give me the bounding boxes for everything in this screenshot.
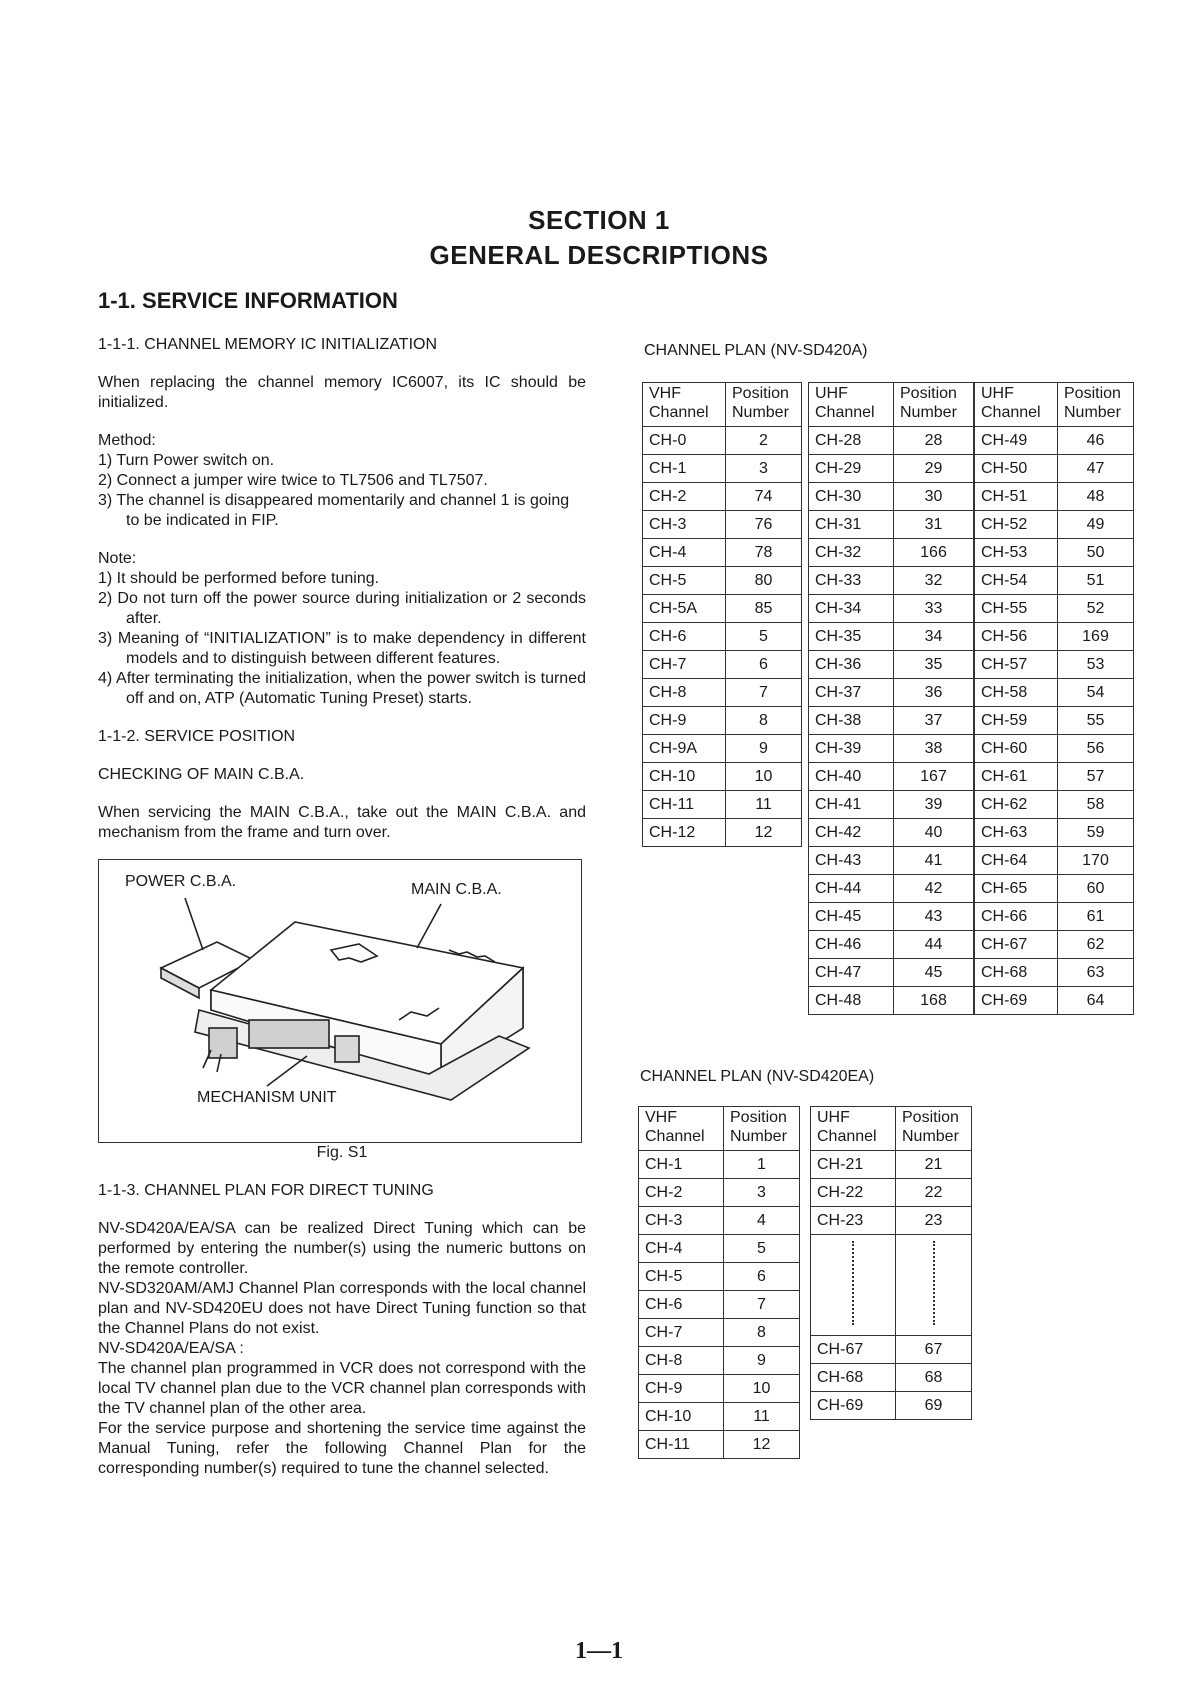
table-row	[975, 735, 1134, 763]
table-row	[809, 791, 974, 819]
plan-a-caption: CHANNEL PLAN (NV-SD420A)	[644, 342, 868, 359]
table-row	[639, 1151, 800, 1179]
position-number-cell: 53	[1058, 651, 1134, 679]
position-number-cell: 59	[1058, 819, 1134, 847]
position-number-cell: 78	[726, 539, 802, 567]
method-label: Method:	[98, 432, 156, 449]
table-row	[975, 679, 1134, 707]
service-information-heading: 1-1. SERVICE INFORMATION	[98, 288, 398, 313]
table-row	[643, 511, 802, 539]
position-number-cell: 6	[724, 1263, 800, 1291]
header-cell: Position Number	[726, 383, 802, 427]
position-number-cell: 36	[894, 679, 974, 707]
channel-cell: CH-8	[643, 679, 726, 707]
position-number-cell: 7	[724, 1291, 800, 1319]
channel-cell: CH-23	[811, 1207, 896, 1235]
note-item: 4) After terminating the initialization, when the power switch is turned off and on, ATP (Automatic Tuning Preset) starts.	[98, 670, 586, 707]
header-cell: Position Number	[1058, 383, 1134, 427]
table-header-row	[643, 383, 802, 427]
position-number-cell: 10	[726, 763, 802, 791]
position-number-cell: 7	[726, 679, 802, 707]
channel-cell: CH-69	[975, 987, 1058, 1015]
channel-cell: CH-66	[975, 903, 1058, 931]
note-item: 2) Do not turn off the power source during initialization or 2 seconds after.	[98, 590, 586, 627]
channel-cell: CH-2	[643, 483, 726, 511]
channel-cell: CH-68	[811, 1364, 896, 1392]
table-row	[639, 1431, 800, 1459]
position-number-cell: 31	[894, 511, 974, 539]
table-row	[639, 1319, 800, 1347]
channel-cell: CH-38	[809, 707, 894, 735]
table-row	[643, 427, 802, 455]
table-row	[975, 763, 1134, 791]
s3-paragraph: The channel plan programmed in VCR does not correspond with the local TV channel plan due to the VCR channel plan corresponds with the TV channel plan of the other area.	[98, 1360, 586, 1417]
channel-cell: CH-22	[811, 1179, 896, 1207]
position-number-cell: 39	[894, 791, 974, 819]
table-row	[809, 623, 974, 651]
position-number-cell: 48	[1058, 483, 1134, 511]
table-row	[975, 511, 1134, 539]
channel-cell: CH-6	[639, 1291, 724, 1319]
channel-cell: CH-7	[639, 1319, 724, 1347]
table-row	[809, 819, 974, 847]
table-row	[809, 847, 974, 875]
channel-cell: CH-0	[643, 427, 726, 455]
channel-cell: CH-59	[975, 707, 1058, 735]
cba-assembly-drawing	[99, 860, 581, 1142]
position-number-cell: 3	[724, 1179, 800, 1207]
channel-cell: CH-11	[643, 791, 726, 819]
s3-title: 1-1-3. CHANNEL PLAN FOR DIRECT TUNING	[98, 1182, 434, 1199]
channel-cell: CH-55	[975, 595, 1058, 623]
position-number-cell: 11	[724, 1403, 800, 1431]
channel-cell: CH-4	[639, 1235, 724, 1263]
channel-cell: CH-7	[643, 651, 726, 679]
table-row	[809, 735, 974, 763]
channel-cell: CH-42	[809, 819, 894, 847]
table-row	[643, 735, 802, 763]
channel-cell: CH-65	[975, 875, 1058, 903]
table-row	[811, 1207, 972, 1235]
channel-cell: CH-36	[809, 651, 894, 679]
channel-cell: CH-58	[975, 679, 1058, 707]
s3-paragraph: For the service purpose and shortening the service time against the Manual Tuning, refer the following Channel Plan for the corresponding number(s) required to tune the channel selected.	[98, 1420, 586, 1477]
channel-cell: CH-57	[975, 651, 1058, 679]
channel-cell: CH-45	[809, 903, 894, 931]
table-row	[975, 875, 1134, 903]
position-number-cell: 55	[1058, 707, 1134, 735]
channel-cell: CH-10	[639, 1403, 724, 1431]
page-number: 1—1	[575, 1638, 623, 1664]
channel-cell: CH-41	[809, 791, 894, 819]
channel-cell: CH-67	[811, 1336, 896, 1364]
channel-cell: CH-33	[809, 567, 894, 595]
vertical-ellipsis	[852, 1241, 854, 1325]
s2-subtitle: CHECKING OF MAIN C.B.A.	[98, 766, 305, 783]
table-row	[639, 1291, 800, 1319]
table-row	[809, 763, 974, 791]
position-number-cell: 12	[726, 819, 802, 847]
method-step: 1) Turn Power switch on.	[98, 452, 275, 469]
table-row	[639, 1263, 800, 1291]
position-number-cell: 76	[726, 511, 802, 539]
channel-cell: CH-3	[639, 1207, 724, 1235]
table-row	[643, 623, 802, 651]
figure-s1	[98, 859, 582, 1143]
vertical-ellipsis	[933, 1241, 935, 1325]
channel-cell: CH-11	[639, 1431, 724, 1459]
channel-cell: CH-67	[975, 931, 1058, 959]
table-row	[639, 1403, 800, 1431]
channel-cell: CH-40	[809, 763, 894, 791]
channel-cell: CH-34	[809, 595, 894, 623]
position-number-cell: 60	[1058, 875, 1134, 903]
table-row	[643, 539, 802, 567]
channel-cell: CH-37	[809, 679, 894, 707]
position-number-cell: 47	[1058, 455, 1134, 483]
note-item: 3) Meaning of “INITIALIZATION” is to make dependency in different models and to distinguish between different features.	[98, 630, 586, 667]
position-number-cell: 30	[894, 483, 974, 511]
position-number-cell: 166	[894, 539, 974, 567]
channel-cell: CH-46	[809, 931, 894, 959]
channel-cell: CH-10	[643, 763, 726, 791]
position-number-cell: 54	[1058, 679, 1134, 707]
header-cell: Position Number	[724, 1107, 800, 1151]
position-number-cell: 5	[726, 623, 802, 651]
position-number-cell: 35	[894, 651, 974, 679]
table-header-row	[809, 383, 974, 427]
position-number-cell: 74	[726, 483, 802, 511]
note-item: 1) It should be performed before tuning.	[98, 570, 380, 587]
channel-cell: CH-12	[643, 819, 726, 847]
table-row	[811, 1364, 972, 1392]
channel-cell: CH-49	[975, 427, 1058, 455]
table-row	[809, 511, 974, 539]
position-number-cell: 167	[894, 763, 974, 791]
position-number-cell: 63	[1058, 959, 1134, 987]
channel-cell: CH-32	[809, 539, 894, 567]
figure-caption: Fig. S1	[316, 1144, 368, 1161]
channel-cell: CH-6	[643, 623, 726, 651]
table-row	[809, 595, 974, 623]
channel-cell: CH-64	[975, 847, 1058, 875]
table-row	[643, 651, 802, 679]
table-row	[809, 651, 974, 679]
channel-cell: CH-1	[643, 455, 726, 483]
position-number-cell: 12	[724, 1431, 800, 1459]
table-row	[643, 763, 802, 791]
plan-ea-uhf-table	[810, 1106, 972, 1420]
table-row	[643, 819, 802, 847]
channel-cell: CH-51	[975, 483, 1058, 511]
table-row	[975, 819, 1134, 847]
position-number-cell: 9	[724, 1347, 800, 1375]
position-number-cell: 3	[726, 455, 802, 483]
position-number-cell: 67	[896, 1336, 972, 1364]
table-row	[809, 427, 974, 455]
channel-cell: CH-5	[639, 1263, 724, 1291]
position-number-cell: 11	[726, 791, 802, 819]
table-header-row	[975, 383, 1134, 427]
channel-cell: CH-68	[975, 959, 1058, 987]
position-number-cell: 169	[1058, 623, 1134, 651]
main-cba-label: MAIN C.B.A.	[411, 881, 502, 898]
position-number-cell: 52	[1058, 595, 1134, 623]
table-row	[643, 791, 802, 819]
channel-cell: CH-53	[975, 539, 1058, 567]
table-row	[975, 931, 1134, 959]
channel-cell: CH-28	[809, 427, 894, 455]
table-row	[639, 1207, 800, 1235]
channel-cell: CH-35	[809, 623, 894, 651]
table-row	[975, 651, 1134, 679]
plan-a-vhf-table	[642, 382, 802, 847]
header-cell: UHF Channel	[975, 383, 1058, 427]
position-number-cell: 44	[894, 931, 974, 959]
position-number-cell: 28	[894, 427, 974, 455]
header-cell: VHF Channel	[643, 383, 726, 427]
table-row	[643, 707, 802, 735]
table-row	[809, 931, 974, 959]
table-row	[643, 483, 802, 511]
table-row	[639, 1347, 800, 1375]
channel-cell: CH-54	[975, 567, 1058, 595]
position-number-cell: 32	[894, 567, 974, 595]
position-number-cell: 68	[896, 1364, 972, 1392]
table-row	[639, 1235, 800, 1263]
position-number-cell: 62	[1058, 931, 1134, 959]
position-number-cell: 22	[896, 1179, 972, 1207]
ellipsis-cell	[896, 1235, 972, 1336]
channel-cell: CH-63	[975, 819, 1058, 847]
channel-cell: CH-39	[809, 735, 894, 763]
position-number-cell: 49	[1058, 511, 1134, 539]
channel-cell: CH-9	[639, 1375, 724, 1403]
table-row	[975, 707, 1134, 735]
table-row	[975, 455, 1134, 483]
channel-cell: CH-1	[639, 1151, 724, 1179]
page-title: GENERAL DESCRIPTIONS	[429, 240, 769, 270]
s3-paragraph: NV-SD420A/EA/SA :	[98, 1340, 244, 1357]
table-header-row	[811, 1107, 972, 1151]
position-number-cell: 45	[894, 959, 974, 987]
position-number-cell: 34	[894, 623, 974, 651]
position-number-cell: 21	[896, 1151, 972, 1179]
channel-cell: CH-29	[809, 455, 894, 483]
method-step: 2) Connect a jumper wire twice to TL7506 and TL7507.	[98, 472, 488, 489]
channel-cell: CH-47	[809, 959, 894, 987]
ellipsis-row	[811, 1235, 972, 1336]
channel-cell: CH-61	[975, 763, 1058, 791]
position-number-cell: 51	[1058, 567, 1134, 595]
table-header-row	[639, 1107, 800, 1151]
position-number-cell: 23	[896, 1207, 972, 1235]
channel-cell: CH-5	[643, 567, 726, 595]
channel-cell: CH-56	[975, 623, 1058, 651]
position-number-cell: 9	[726, 735, 802, 763]
position-number-cell: 40	[894, 819, 974, 847]
channel-cell: CH-52	[975, 511, 1058, 539]
table-row	[975, 623, 1134, 651]
table-row	[643, 679, 802, 707]
table-row	[811, 1151, 972, 1179]
channel-cell: CH-4	[643, 539, 726, 567]
table-row	[975, 567, 1134, 595]
note-list	[98, 569, 586, 709]
table-row	[809, 567, 974, 595]
plan-ea-caption: CHANNEL PLAN (NV-SD420EA)	[640, 1068, 875, 1085]
channel-cell: CH-60	[975, 735, 1058, 763]
channel-cell: CH-3	[643, 511, 726, 539]
position-number-cell: 56	[1058, 735, 1134, 763]
position-number-cell: 69	[896, 1392, 972, 1420]
channel-cell: CH-2	[639, 1179, 724, 1207]
position-number-cell: 38	[894, 735, 974, 763]
position-number-cell: 41	[894, 847, 974, 875]
position-number-cell: 1	[724, 1151, 800, 1179]
position-number-cell: 57	[1058, 763, 1134, 791]
plan-a-uhf-table-2	[974, 382, 1134, 1015]
table-row	[639, 1179, 800, 1207]
channel-cell: CH-9A	[643, 735, 726, 763]
s1-title: 1-1-1. CHANNEL MEMORY IC INITIALIZATION	[98, 336, 438, 353]
table-row	[639, 1375, 800, 1403]
position-number-cell: 42	[894, 875, 974, 903]
header-cell: UHF Channel	[809, 383, 894, 427]
table-row	[809, 903, 974, 931]
table-row	[975, 987, 1134, 1015]
header-cell: VHF Channel	[639, 1107, 724, 1151]
table-row	[809, 483, 974, 511]
left-column	[98, 335, 586, 1479]
header-cell: Position Number	[894, 383, 974, 427]
position-number-cell: 170	[1058, 847, 1134, 875]
plan-ea-vhf-table	[638, 1106, 800, 1459]
table-row	[643, 595, 802, 623]
position-number-cell: 33	[894, 595, 974, 623]
table-row	[643, 455, 802, 483]
position-number-cell: 50	[1058, 539, 1134, 567]
table-row	[809, 539, 974, 567]
table-row	[975, 903, 1134, 931]
table-row	[809, 875, 974, 903]
table-row	[975, 595, 1134, 623]
table-row	[809, 959, 974, 987]
position-number-cell: 8	[726, 707, 802, 735]
table-row	[975, 427, 1134, 455]
position-number-cell: 2	[726, 427, 802, 455]
position-number-cell: 6	[726, 651, 802, 679]
channel-cell: CH-5A	[643, 595, 726, 623]
power-cba-label: POWER C.B.A.	[125, 873, 237, 890]
position-number-cell: 8	[724, 1319, 800, 1347]
position-number-cell: 168	[894, 987, 974, 1015]
table-row	[975, 539, 1134, 567]
channel-cell: CH-50	[975, 455, 1058, 483]
channel-cell: CH-8	[639, 1347, 724, 1375]
table-row	[975, 847, 1134, 875]
position-number-cell: 4	[724, 1207, 800, 1235]
table-row	[809, 707, 974, 735]
position-number-cell: 58	[1058, 791, 1134, 819]
channel-cell: CH-48	[809, 987, 894, 1015]
position-number-cell: 37	[894, 707, 974, 735]
table-row	[975, 959, 1134, 987]
position-number-cell: 80	[726, 567, 802, 595]
table-row	[975, 483, 1134, 511]
channel-cell: CH-62	[975, 791, 1058, 819]
table-row	[809, 987, 974, 1015]
note-label: Note:	[98, 550, 137, 567]
channel-cell: CH-30	[809, 483, 894, 511]
position-number-cell: 10	[724, 1375, 800, 1403]
table-row	[809, 679, 974, 707]
position-number-cell: 46	[1058, 427, 1134, 455]
position-number-cell: 64	[1058, 987, 1134, 1015]
channel-cell: CH-9	[643, 707, 726, 735]
channel-cell: CH-43	[809, 847, 894, 875]
s2-title: 1-1-2. SERVICE POSITION	[98, 728, 296, 745]
s1-intro: When replacing the channel memory IC6007, its IC should be initialized.	[98, 374, 586, 411]
s2-text: When servicing the MAIN C.B.A., take out the MAIN C.B.A. and mechanism from the frame and turn over.	[98, 804, 586, 841]
header-cell: Position Number	[896, 1107, 972, 1151]
table-row	[811, 1392, 972, 1420]
table-row	[811, 1179, 972, 1207]
method-step: 3) The channel is disappeared momentarily and channel 1 is going to be indicated in FIP.	[98, 492, 570, 529]
position-number-cell: 61	[1058, 903, 1134, 931]
mechanism-unit-label: MECHANISM UNIT	[197, 1089, 337, 1106]
section-number: SECTION 1	[528, 205, 670, 235]
header-cell: UHF Channel	[811, 1107, 896, 1151]
s3-paragraph: NV-SD320AM/AMJ Channel Plan corresponds with the local channel plan and NV-SD420EU does not have Direct Tuning function so that the Channel Plans do not exist.	[98, 1280, 586, 1337]
position-number-cell: 29	[894, 455, 974, 483]
channel-cell: CH-69	[811, 1392, 896, 1420]
channel-cell: CH-44	[809, 875, 894, 903]
s3-paragraph: NV-SD420A/EA/SA can be realized Direct Tuning which can be performed by entering the number(s) using the numeric buttons on the remote controller.	[98, 1220, 586, 1277]
table-row	[809, 455, 974, 483]
table-row	[975, 791, 1134, 819]
table-row	[643, 567, 802, 595]
position-number-cell: 5	[724, 1235, 800, 1263]
ellipsis-cell	[811, 1235, 896, 1336]
channel-cell: CH-31	[809, 511, 894, 539]
method-list	[98, 451, 586, 531]
table-row	[811, 1336, 972, 1364]
position-number-cell: 85	[726, 595, 802, 623]
position-number-cell: 43	[894, 903, 974, 931]
plan-a-uhf-table-1	[808, 382, 974, 1015]
channel-cell: CH-21	[811, 1151, 896, 1179]
